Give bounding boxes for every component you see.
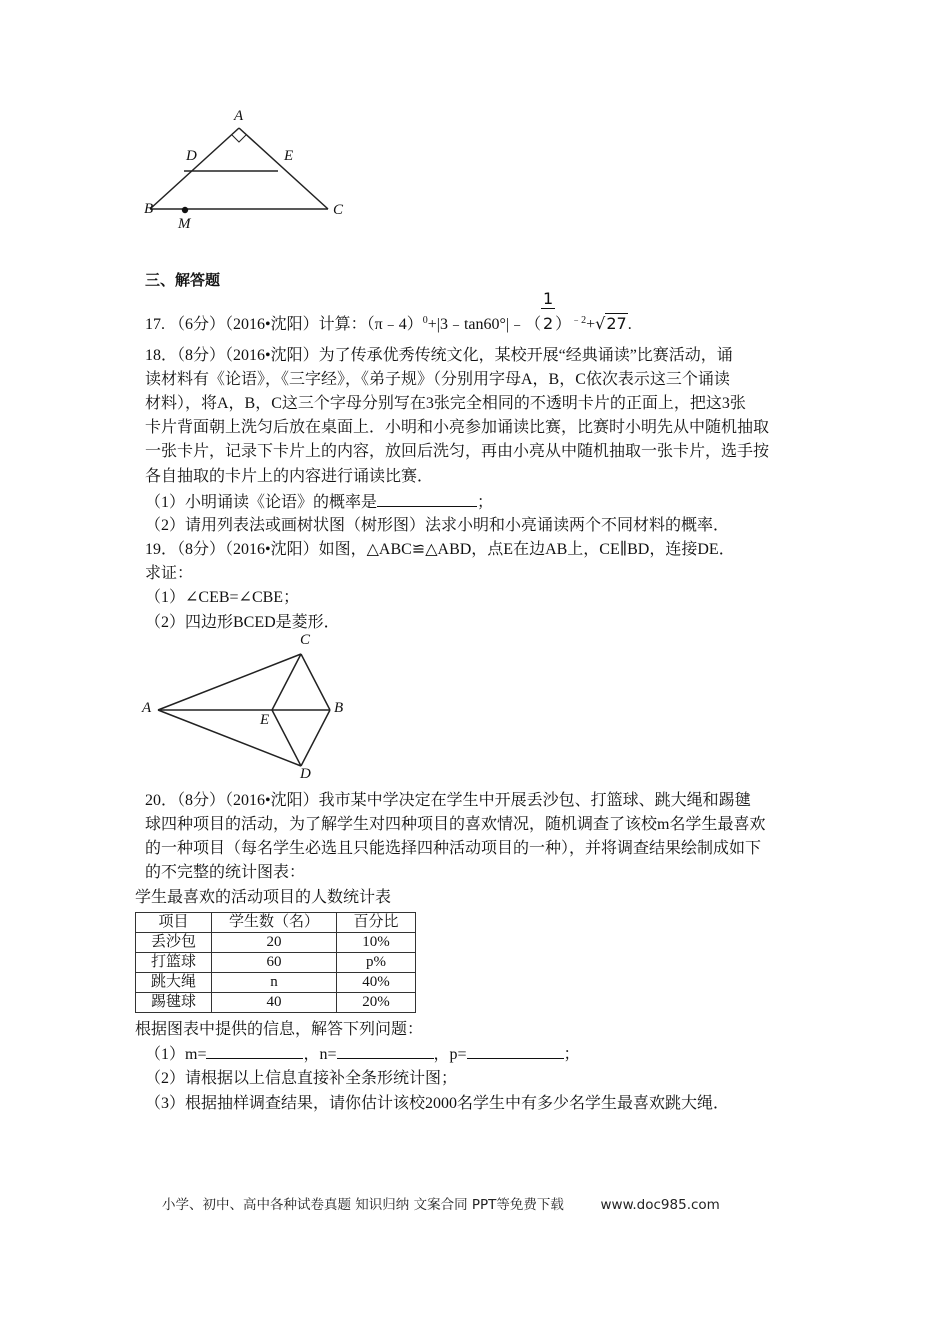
q18-line-2: 读材料有《论语》，《三字经》，《弟子规》（分别用字母A，B，C依次表示这三个诵读 <box>145 371 730 388</box>
label-e: E <box>260 712 270 728</box>
cell-percent: 40% <box>337 973 416 993</box>
label-d: D <box>186 148 197 164</box>
q18-line-5: 一张卡片，记录下卡片上的内容，放回后洗匀，再由小亮从中随机抽取一张卡片，选手按 <box>145 443 770 460</box>
cell-count: 40 <box>212 993 337 1013</box>
sqrt-expression: √27 <box>595 314 627 333</box>
page-footer <box>162 1193 720 1213</box>
table-row <box>136 973 416 993</box>
q18-sub1-text: （1）小明诵读《论语》的概率是 <box>145 494 378 511</box>
frac-denominator: 2 <box>543 314 554 333</box>
q18-line-3: 材料），将A，B，C这三个字母分别写在3张完全相同的不透明卡片的正面上，把这3张 <box>145 395 746 412</box>
table-row <box>136 933 416 953</box>
q17-fraction <box>541 289 555 335</box>
n-label: ，n= <box>303 1046 337 1063</box>
cell-item: 打篮球 <box>136 953 212 973</box>
q18-line-4: 卡片背面朝上洗匀后放在桌面上．小明和小亮参加诵读比赛，比赛时小明先从中随机抽取 <box>145 419 770 436</box>
header-count: 学生数（名） <box>212 913 337 933</box>
label-a: A <box>142 700 152 716</box>
p-label: ，p= <box>433 1046 467 1063</box>
q18-sub-2: （2）请用列表法或画树状图（树形图）法求小明和小亮诵读两个不同材料的概率． <box>145 517 730 534</box>
cell-item: 丢沙包 <box>136 933 212 953</box>
label-c: C <box>333 202 344 218</box>
label-a: A <box>234 108 244 124</box>
q17-end: . <box>627 316 632 333</box>
label-e: E <box>284 148 294 164</box>
quadrilateral-figure-2 <box>138 632 358 784</box>
question-17 <box>145 289 632 335</box>
footer-url[interactable]: www.doc985.com <box>600 1197 720 1213</box>
cell-count: 20 <box>212 933 337 953</box>
q20-sub-1 <box>145 1044 580 1065</box>
label-d: D <box>300 766 311 782</box>
label-c: C <box>300 632 311 648</box>
label-b: B <box>334 700 344 716</box>
q17-exp0: 0 <box>422 315 428 326</box>
q20-line-3: 的一种项目（每名学生必选且只能选择四种活动项目的一种），并将调查结果绘制成如下 <box>145 840 762 857</box>
cell-count: 60 <box>212 953 337 973</box>
label-b: B <box>144 201 154 217</box>
triangle-abc-diagram <box>138 108 358 238</box>
header-item: 项目 <box>136 913 212 933</box>
q17-source: （2016•沈阳） <box>225 316 319 333</box>
cell-item: 跳大绳 <box>136 973 212 993</box>
q17-prompt: 计算：（π﹣4） <box>318 316 423 333</box>
q18-line-6: 各自抽取的卡片上的内容进行诵读比赛． <box>145 468 434 485</box>
q18-sub1-suffix: ； <box>477 494 494 511</box>
q20-intro: 根据图表中提供的信息，解答下列问题： <box>135 1021 424 1038</box>
cell-percent: 20% <box>337 993 416 1013</box>
m-answer-blank[interactable] <box>206 1044 303 1059</box>
section-heading: 三、解答题 <box>145 271 221 289</box>
frac-numerator: 1 <box>543 289 554 308</box>
rhombus-bced-diagram <box>138 632 358 784</box>
answer-blank[interactable] <box>377 492 477 507</box>
q20-sub-3: （3）根据抽样调查结果，请你估计该校2000名学生中有多少名学生最喜欢跳大绳． <box>145 1095 730 1112</box>
q19-prove: 求证： <box>145 565 194 582</box>
q18-line-1: 18．（8分）（2016•沈阳）为了传承优秀传统文化，某校开展“经典诵读”比赛活动，诵 <box>145 347 733 364</box>
cell-count: n <box>212 973 337 993</box>
table-title: 学生最喜欢的活动项目的人数统计表 <box>135 889 392 906</box>
table-header-row <box>136 913 416 933</box>
q17-plus: + <box>586 316 596 333</box>
q18-sub-1 <box>145 492 493 513</box>
q19-sub-2: （2）四边形BCED是菱形． <box>145 614 340 631</box>
stats-table <box>135 912 416 1013</box>
footer-text: 小学、初中、高中各种试卷真题 知识归纳 文案合同 PPT等免费下载 <box>162 1197 564 1213</box>
q19-line-1: 19．（8分）（2016•沈阳）如图，△ABC≌△ABD，点E在边AB上，CE∥BD，连接DE． <box>145 541 735 558</box>
q20-line-4: 的不完整的统计图表： <box>145 864 306 881</box>
sub1-end: ； <box>563 1046 580 1063</box>
triangle-figure-1 <box>138 108 358 238</box>
p-answer-blank[interactable] <box>467 1044 564 1059</box>
q19-sub-1: （1）∠CEB=∠CBE； <box>145 589 300 606</box>
cell-percent: 10% <box>337 933 416 953</box>
header-percent: 百分比 <box>337 913 416 933</box>
q17-exp-neg2: ﹣2 <box>571 315 587 326</box>
q20-line-1: 20．（8分）（2016•沈阳）我市某中学决定在学生中开展丢沙包、打篮球、跳大绳和踢毽 <box>145 792 751 809</box>
q17-part2: +|3﹣tan60°|﹣（ <box>427 316 542 333</box>
q17-number: 17. <box>145 316 165 333</box>
sqrt-radicand: 27 <box>606 314 627 333</box>
q20-sub-2: （2）请根据以上信息直接补全条形统计图； <box>145 1070 458 1087</box>
q17-part3: ） <box>555 316 572 333</box>
m-label: （1）m= <box>145 1046 207 1063</box>
cell-item: 踢毽球 <box>136 993 212 1013</box>
label-m: M <box>178 216 191 232</box>
q20-line-2: 球四种项目的活动，为了解学生对四种项目的喜欢情况，随机调查了该校m名学生最喜欢 <box>145 816 766 833</box>
cell-percent: p% <box>337 953 416 973</box>
q17-score: （6分） <box>169 316 226 333</box>
table-row <box>136 953 416 973</box>
n-answer-blank[interactable] <box>337 1044 434 1059</box>
table-row <box>136 993 416 1013</box>
